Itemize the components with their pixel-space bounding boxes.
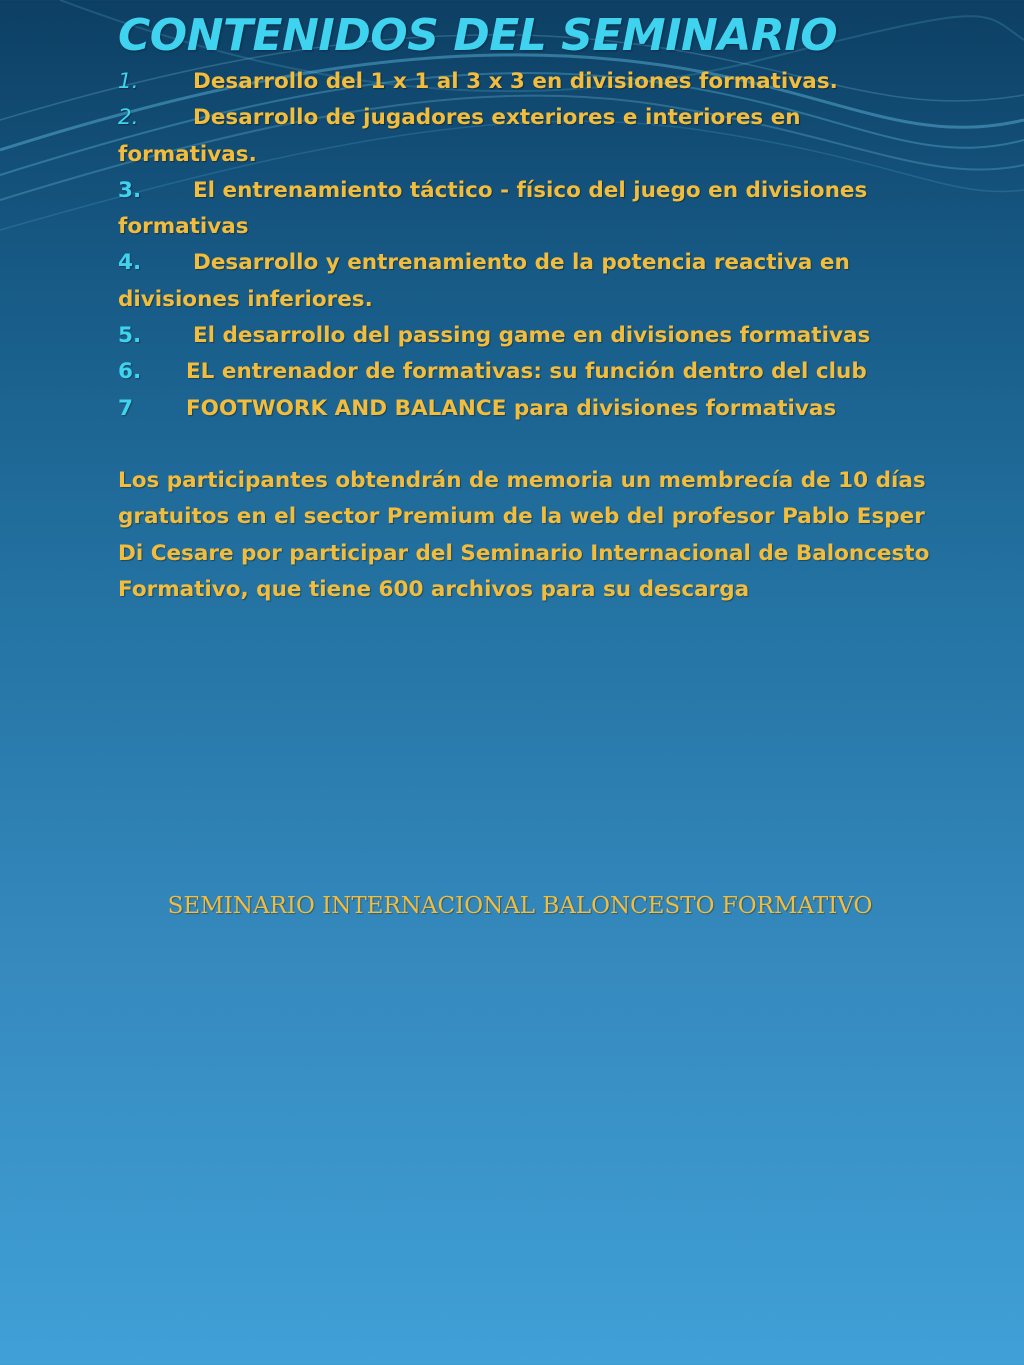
item-number: 4. [118,250,142,276]
item-text: FOOTWORK AND BALANCE para divisiones formativas [186,395,837,421]
list-item [118,100,938,173]
membership-note: Los participantes obtendrán de memoria un membrecía de 10 días gratuitos en el sector Premium de la web del profesor Pablo Esper Di Cesare por participar del Seminario Internacional de Baloncesto Formativo, que tiene 600 archivos para su descarga [118,467,930,602]
item-text: El entrenamiento táctico - físico del juego en divisiones formativas [118,177,868,240]
item-number: 7 [118,395,133,421]
item-number: 3. [118,177,142,203]
contents-list [118,64,938,427]
slide-footer: SEMINARIO INTERNACIONAL BALONCESTO FORMATIVO [167,893,873,919]
item-text: El desarrollo del passing game en divisiones formativas [193,323,871,349]
item-number: 5. [118,323,142,349]
item-number: 1. [118,69,139,94]
list-item [118,354,938,390]
list-item [118,391,938,427]
item-number: 6. [118,359,142,385]
item-number: 2. [118,105,139,131]
item-text: EL entrenador de formativas: su función dentro del club [186,359,867,385]
list-item [118,173,938,246]
item-text: Desarrollo del 1 x 1 al 3 x 3 en divisiones formativas. [193,69,838,94]
list-item [118,64,938,100]
slide-title: CONTENIDOS DEL SEMINARIO [118,10,838,61]
item-text: Desarrollo y entrenamiento de la potencia reactiva en divisiones inferiores. [118,250,850,312]
list-item [118,245,938,318]
slide-content [118,8,938,630]
list-item [118,318,938,354]
item-text: Desarrollo de jugadores exteriores e interiores en formativas. [118,105,801,167]
